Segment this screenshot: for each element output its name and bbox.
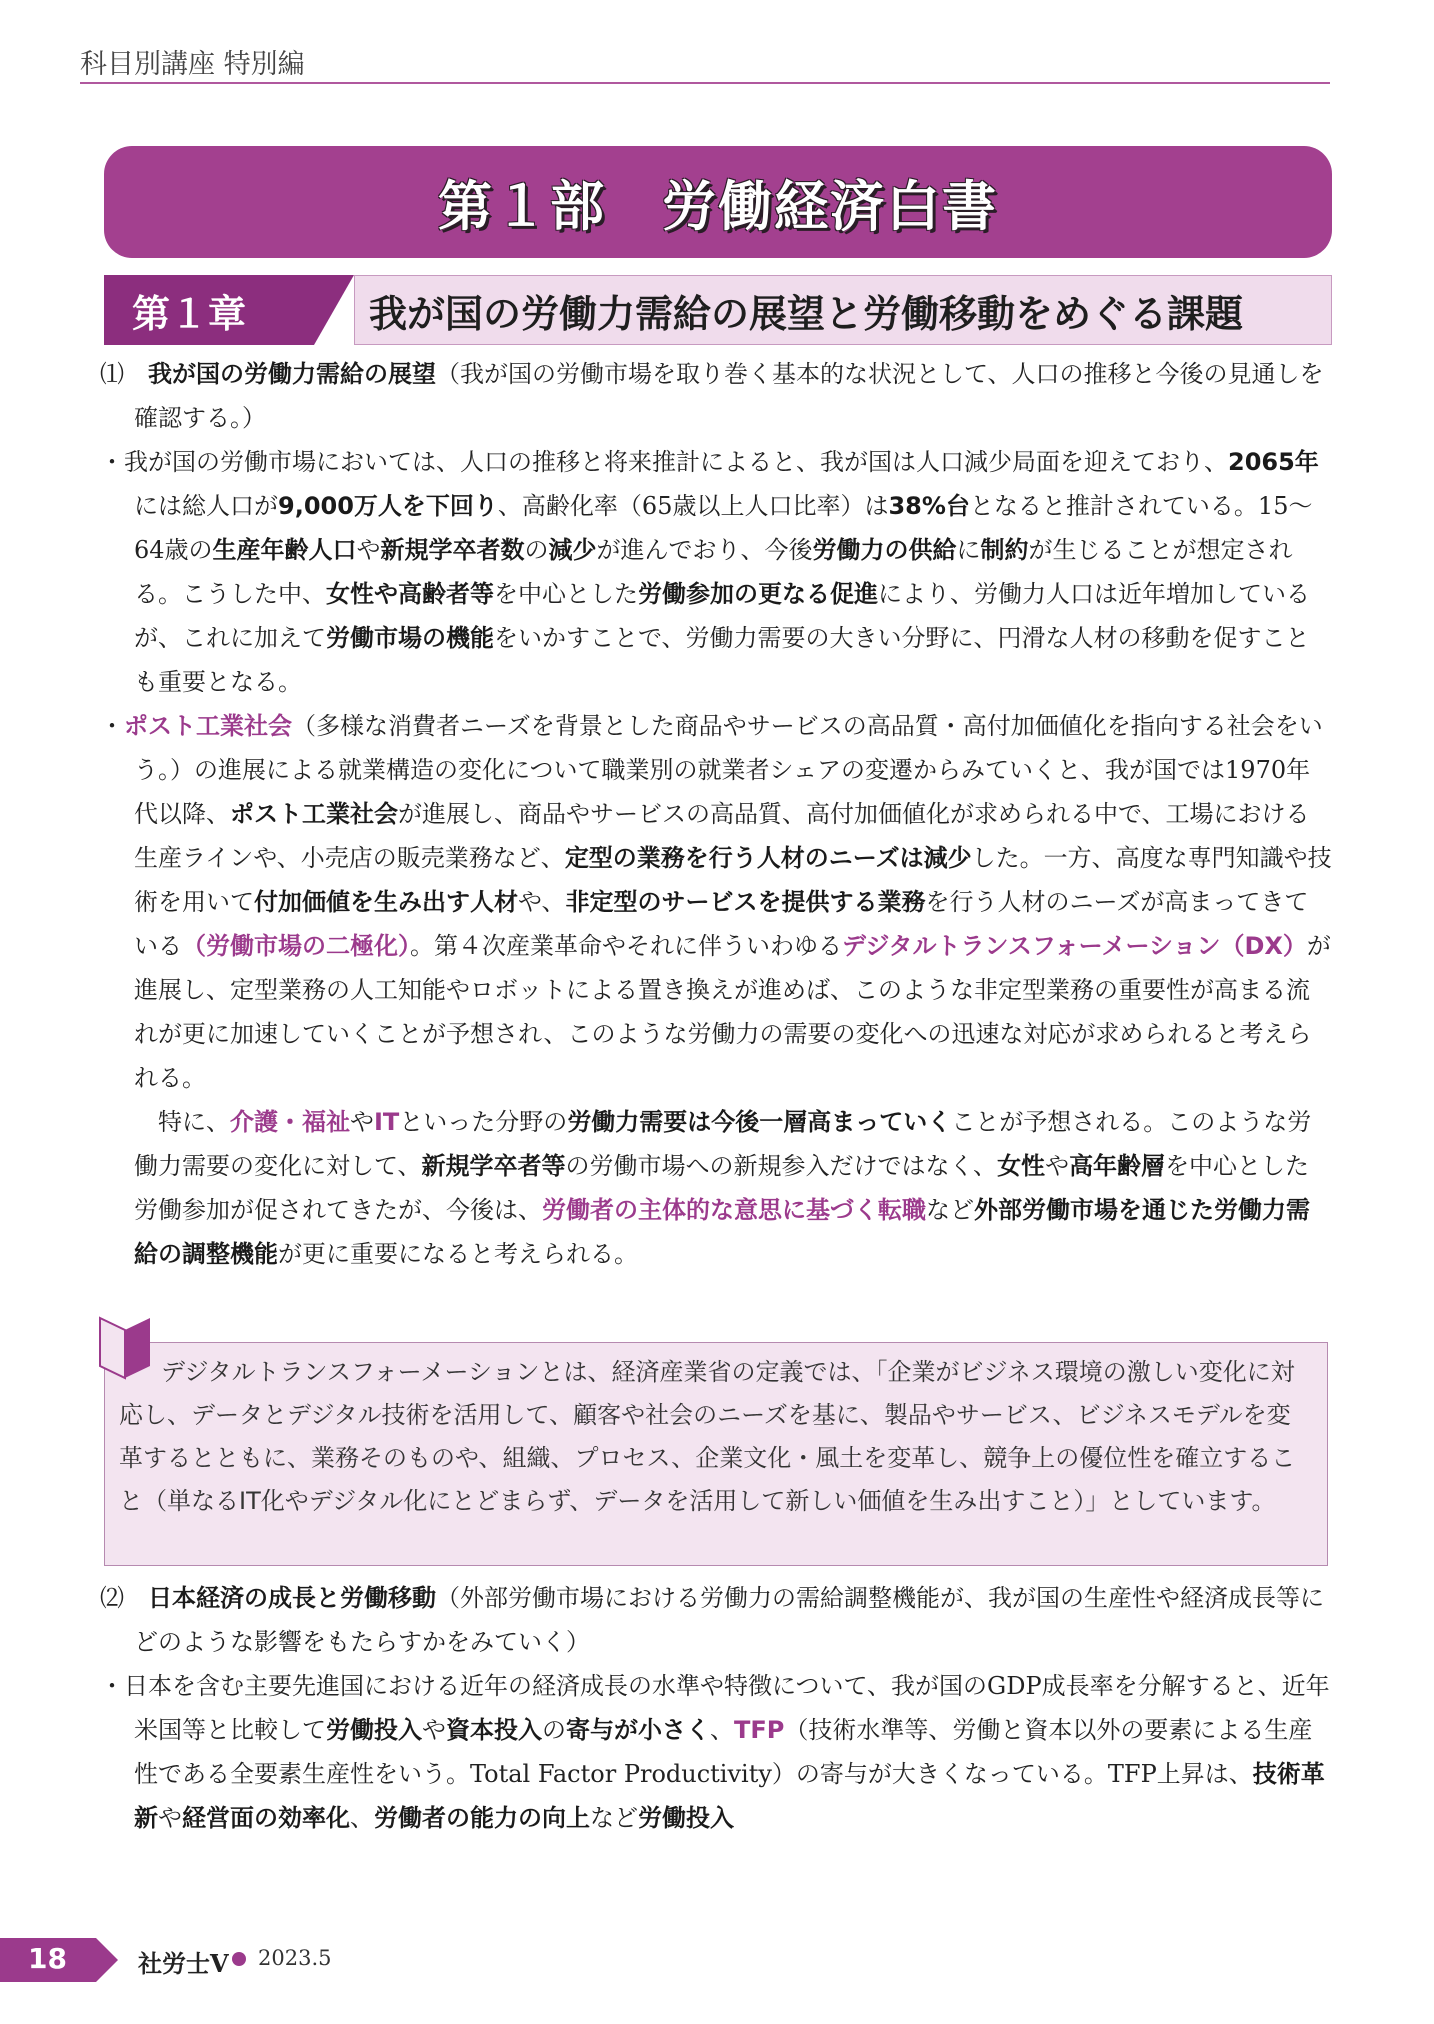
chapter-title-box [354, 275, 1332, 345]
chapter-title: 我が国の労働力需給の展望と労働移動をめぐる課題 [369, 291, 1244, 336]
text: の労働市場への新規参入だけではなく、 [565, 1152, 998, 1180]
text: となると推計されている。15～64歳の [134, 492, 1313, 564]
bold-text: 制約 [980, 536, 1029, 564]
text: をいかすことで、労働力需要の大きい分野に、円滑な人材の移動を促すことも重要となる。 [134, 624, 1310, 696]
bold-text: 労働市場の機能 [326, 624, 494, 652]
bold-text: ポスト工業社会 [230, 800, 398, 828]
part-banner [104, 146, 1332, 258]
text: の [542, 1716, 566, 1744]
bullet: ・ [100, 448, 124, 476]
page-number: 18 [28, 1942, 67, 1975]
bold-text: 女性や高齢者等 [326, 580, 494, 608]
text: など [926, 1196, 974, 1224]
bold-text: 38%台 [888, 492, 970, 520]
bullet: ・ [100, 712, 124, 740]
bold-text: 付加価値を生み出す人材 [254, 888, 518, 916]
text: の [524, 536, 549, 564]
text: など [590, 1804, 638, 1832]
bold-text: 減少 [548, 536, 597, 564]
section-2-title: 日本経済の成長と労働移動 [148, 1584, 436, 1612]
section-2-number: ⑵ [100, 1584, 124, 1612]
bold-text: 新規学卒者数 [380, 536, 525, 564]
main-text-1 [100, 352, 1332, 1276]
section-1-heading [100, 352, 1332, 440]
chapter-label: 第１章 [104, 275, 314, 345]
text: 我が国の労働市場においては、人口の推移と将来推計によると、我が国は人口減少局面を迎えており、 [124, 448, 1228, 476]
paragraph-post-industrial [100, 704, 1332, 1100]
bold-text: 女性 [997, 1152, 1046, 1180]
running-header: 科目別講座 特別編 [80, 49, 305, 80]
bold-text: 労働力の供給 [812, 536, 957, 564]
text: には総人口が [134, 492, 278, 520]
magenta-term: IT [374, 1108, 400, 1136]
bold-text: 高年齢層 [1069, 1152, 1166, 1180]
text: ことが予想される。このような労働力需要の変化に対して、 [134, 1108, 1312, 1180]
bold-text: 新規学卒者等 [421, 1152, 566, 1180]
bold-text: 資本投入 [446, 1716, 542, 1744]
text: 、 [710, 1716, 734, 1744]
text: の進展による就業構造の変化について職業別の就業者シェアの変遷からみていくと、我が国では1970年代以降、 [134, 756, 1311, 828]
text: が進んでおり、今後 [596, 536, 813, 564]
text: （技術水準等、労働と資本以外の要素による生産性である全要素生産性をいう。Total Factor Productivity）の寄与が大きくなっている。TFP上昇は、 [134, 1716, 1313, 1788]
text: を中心とした [494, 580, 638, 608]
bold-text: 定型の業務を行う人材のニーズは減少 [564, 844, 972, 872]
magazine-title: 社労士V [138, 1949, 229, 1978]
section-1-title: 我が国の労働力需給の展望 [148, 360, 436, 388]
text: を行う人材のニーズが高まってきている [134, 888, 1309, 960]
bold-text: 生産年齢人口 [212, 536, 357, 564]
bullet: ・ [100, 1672, 124, 1700]
text: が進展し、定型業務の人工知能やロボットによる置き換えが進めば、このような非定型業務の重要性が高まる流れが更に加速していくことが予想され、このような労働力の需要の変化への迅速な対応が求められると考えられる。 [134, 932, 1331, 1092]
section-1-desc: （我が国の労働市場を取り巻く基本的な状況として、人口の推移と今後の見通しを確認する。） [134, 360, 1324, 432]
text: を中心とした労働参加が促されてきたが、今後は、 [134, 1152, 1310, 1224]
bold-text: 9,000万人を下回り [278, 492, 498, 520]
bold-text: 労働参加の更なる促進 [638, 580, 878, 608]
dx-definition-note [104, 1342, 1328, 1566]
text: が進展し、商品やサービスの高品質、高付加価値化が求められる中で、工場における生産ラインや、小売店の販売業務など、 [134, 800, 1310, 872]
text: といった分野の [399, 1108, 568, 1136]
part-title: 第１部 労働経済白書 [438, 174, 998, 238]
main-text-2 [100, 1576, 1332, 1840]
text: により、労働力人口は近年増加しているが、これに加えて [134, 580, 1310, 652]
magenta-term: デジタルトランスフォーメーション（DX） [842, 932, 1307, 960]
paragraph-gdp-growth [100, 1664, 1332, 1840]
text: 、 [350, 1804, 374, 1832]
note-text: デジタルトランスフォーメーションとは、経済産業省の定義では、「企業がビジネス環境の激しい変化に対応し、データとデジタル技術を活用して、顧客や社会のニーズを基に、製品やサービス、ビジネスモデルを変革するとともに、業務そのものや、組織、プロセス、企業文化・風土を変革し、競争上の優位性を確立すること（単なるIT化やデジタル化にとどまらず、データを活用して新しい価値を生み出すこと）」としています。 [119, 1358, 1296, 1515]
magenta-term: 介護・福祉 [230, 1108, 350, 1136]
bold-text: 労働投入 [326, 1716, 422, 1744]
text: 、高齢化率（65歳以上人口比率）は [497, 492, 889, 520]
bold-text: 労働投入 [638, 1804, 734, 1832]
issue-date: 2023.5 [258, 1946, 332, 1970]
paragraph-labor-supply [100, 440, 1332, 704]
text: や [1045, 1152, 1070, 1180]
bold-text: 2065年 [1228, 448, 1319, 476]
text: や [422, 1716, 446, 1744]
text: や [158, 1804, 182, 1832]
magenta-term: ポスト工業社会 [124, 712, 292, 740]
page-footer [0, 1938, 1434, 1988]
paragraph-it-care-demand [100, 1100, 1332, 1276]
section-2-desc: （外部労働市場における労働力の需給調整機能が、我が国の生産性や経済成長等にどのような影響をもたらすかをみていく） [134, 1584, 1324, 1656]
section-2-heading [100, 1576, 1332, 1664]
text: （多様な消費者ニーズを背景とした商品やサービスの高品質・高付加価値化を指向する社会をいう。） [134, 712, 1323, 784]
magenta-term: 労働者の主体的な意思に基づく転職 [542, 1196, 926, 1224]
magenta-term: （労働市場の二極化） [182, 932, 410, 960]
magenta-term: TFP [734, 1716, 785, 1744]
bold-text: 労働力需要は今後一層高まっていく [567, 1108, 952, 1136]
bold-text: 経営面の効率化 [182, 1804, 350, 1832]
bold-text: 寄与が小さく [566, 1716, 710, 1744]
chapter-label-slant [314, 275, 354, 345]
section-1-number: ⑴ [100, 360, 124, 388]
text: 特に、 [158, 1108, 230, 1136]
text: や、 [518, 888, 566, 916]
bold-text: 非定型のサービスを提供する業務 [565, 888, 926, 916]
text: や [356, 536, 381, 564]
text: 。第４次産業革命やそれに伴ういわゆる [410, 932, 842, 960]
header-rule [80, 82, 1330, 84]
text: が生じることが想定される。こうした中、 [134, 536, 1293, 608]
text: 日本を含む主要先進国における近年の経済成長の水準や特徴について、我が国のGDP成長率を分解すると、近年米国等と比較して [124, 1672, 1330, 1744]
bold-text: 外部労働市場を通じた労働力需給の調整機能 [134, 1196, 1310, 1268]
beginner-mark-icon [94, 1312, 156, 1384]
bold-text: 労働者の能力の向上 [374, 1804, 590, 1832]
text: が更に重要になると考えられる。 [278, 1240, 638, 1268]
text: した。一方、高度な専門知識や技術を用いて [134, 844, 1332, 916]
text: や [350, 1108, 374, 1136]
chapter-header [104, 275, 1332, 345]
footer-dot [232, 1952, 246, 1966]
bold-text: 技術革新 [134, 1760, 1325, 1832]
text: に [956, 536, 981, 564]
